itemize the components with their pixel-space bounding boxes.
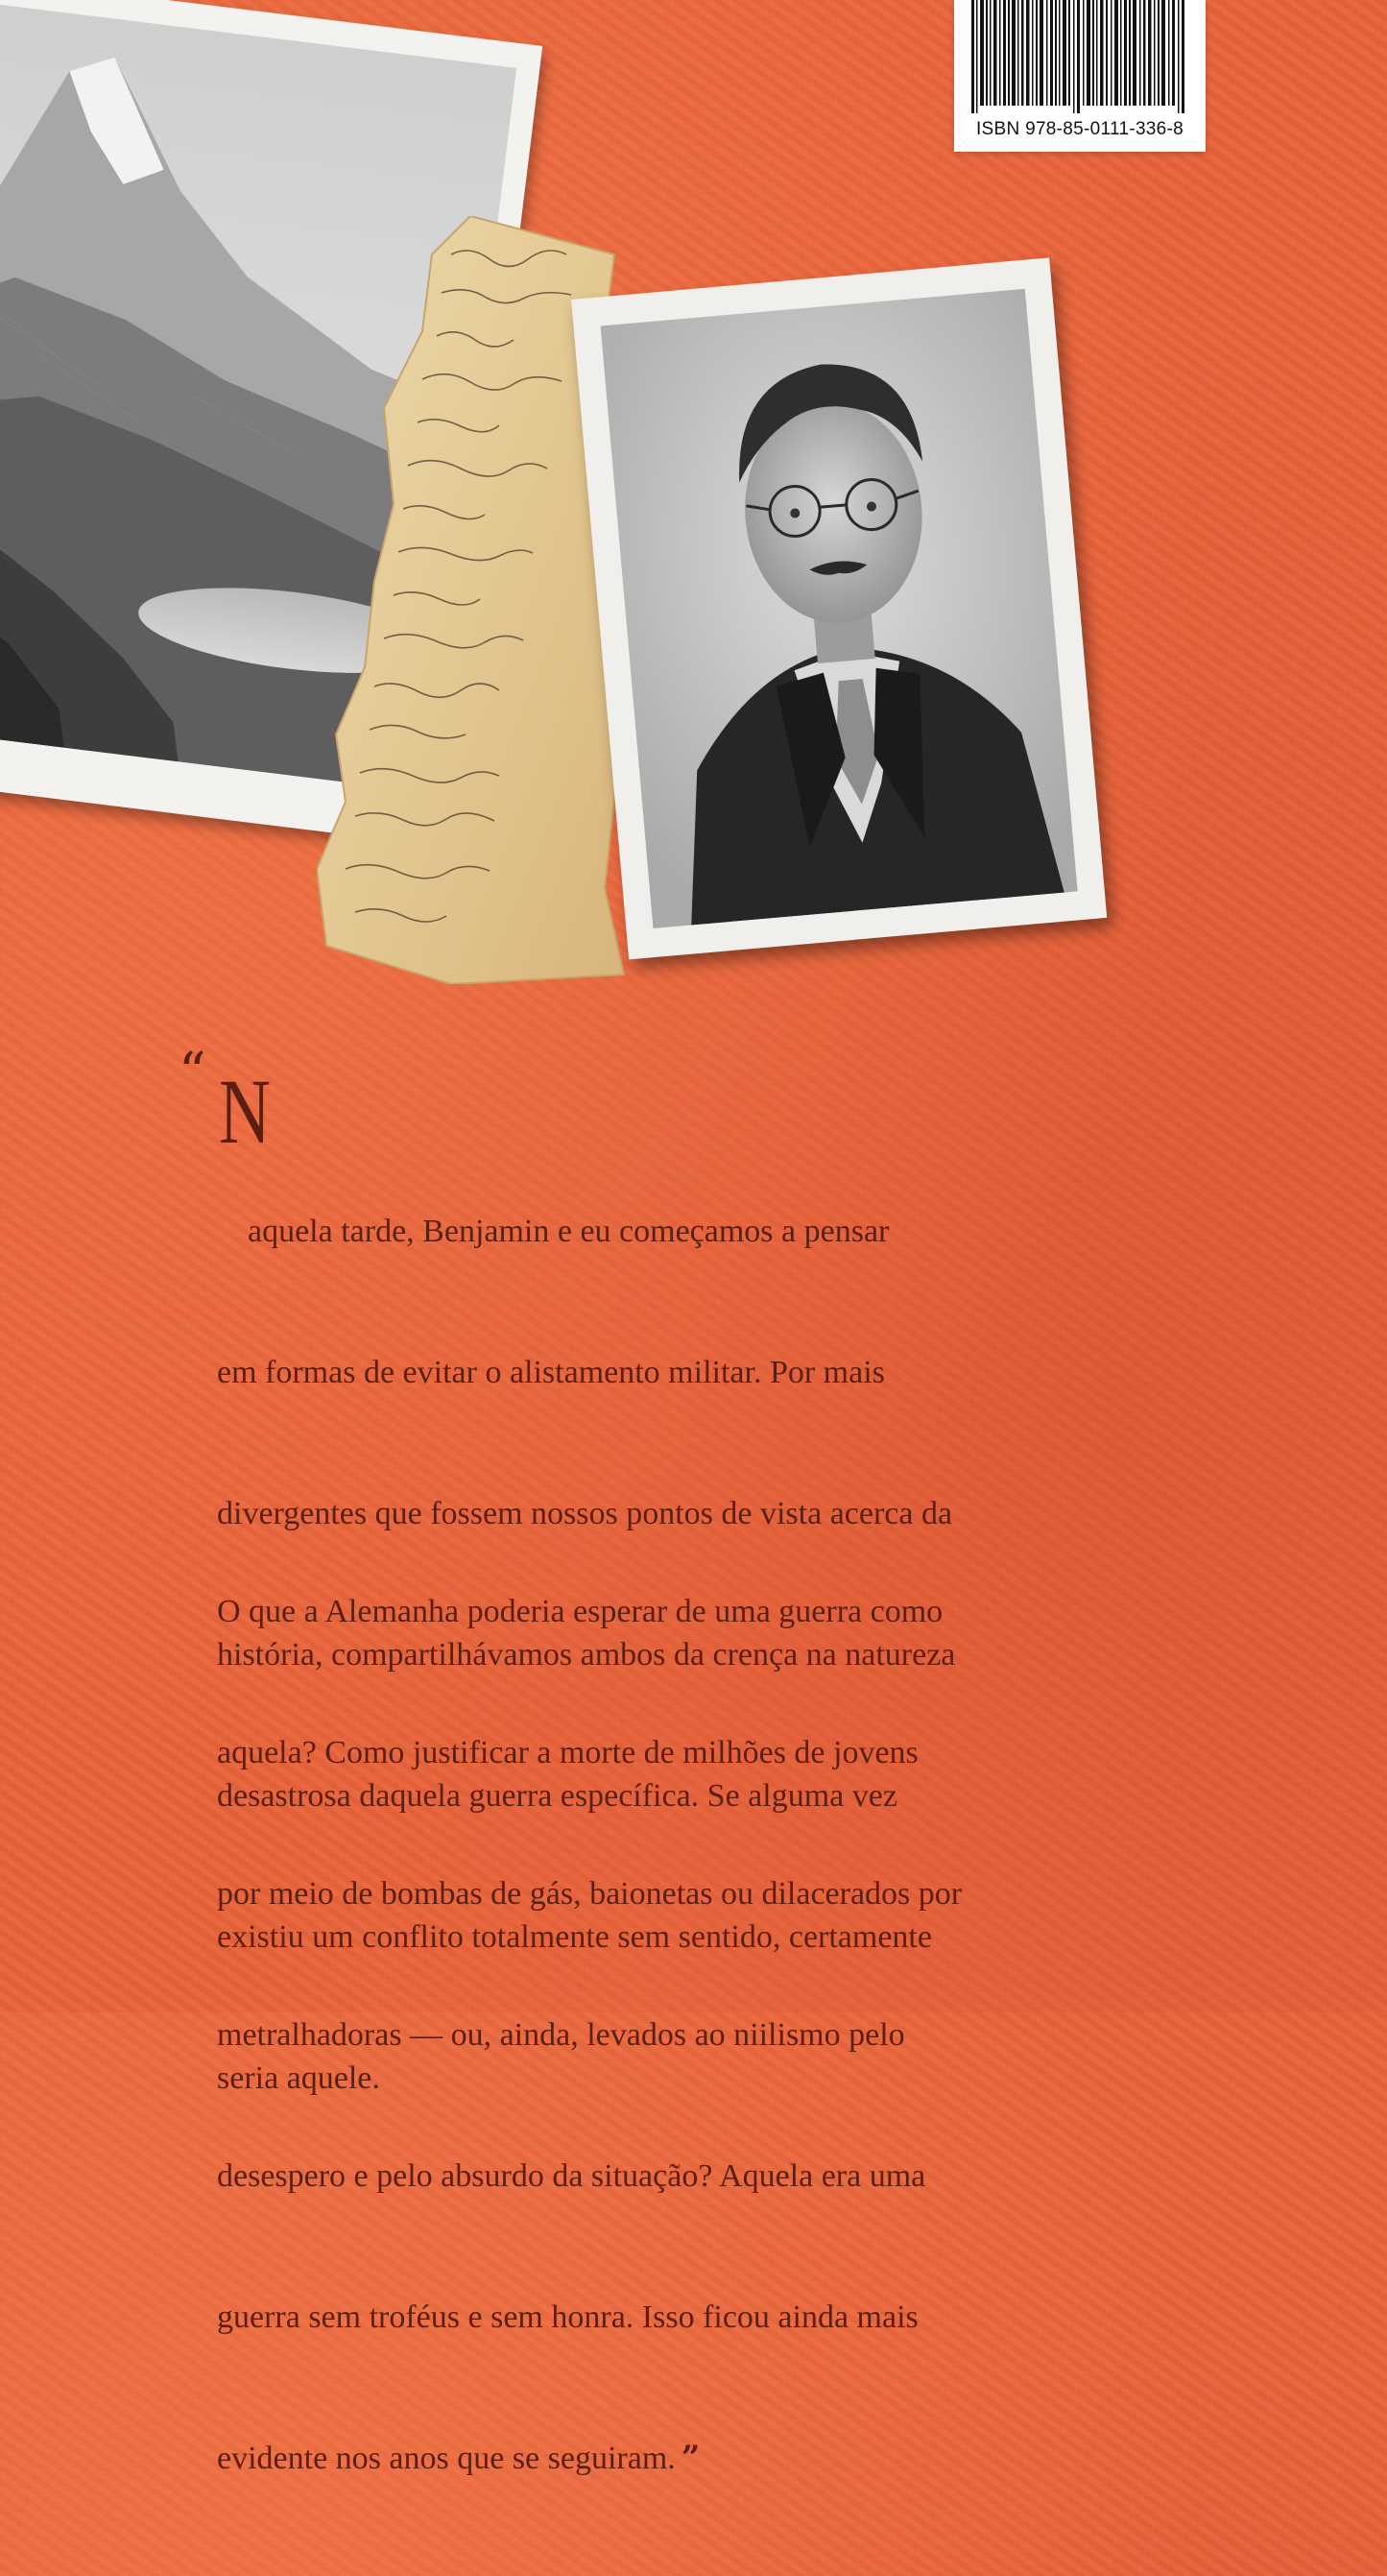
isbn-number: ISBN 978-85-0111-336-8 bbox=[975, 119, 1184, 139]
quote-line: por meio de bombas de gás, baionetas ou dilacerados por bbox=[217, 1876, 963, 1912]
quote-line: aquela tarde, Benjamin e eu começamos a pensar bbox=[248, 1214, 890, 1249]
quote-line: aquela? Como justificar a morte de milhões de jovens bbox=[217, 1735, 919, 1770]
quote-line: seria aquele. bbox=[217, 2060, 380, 2096]
quote-line: metralhadoras — ou, ainda, levados ao niilismo pelo bbox=[217, 2017, 905, 2053]
quote-line: em formas de evitar o alistamento militar. Por mais bbox=[217, 1355, 885, 1390]
portrait-image bbox=[601, 289, 1078, 928]
close-quote-mark: ” bbox=[681, 2439, 701, 2477]
quote-paragraph-2 bbox=[217, 1494, 962, 2576]
quote-line: história, compartilhávamos ambos da crença na natureza bbox=[217, 1637, 956, 1673]
quote-line: guerra sem troféus e sem honra. Isso ficou ainda mais bbox=[217, 2299, 919, 2335]
open-quote-mark: “ bbox=[179, 1042, 206, 1104]
drop-cap: N bbox=[219, 1060, 272, 1163]
quote-line-last bbox=[217, 2435, 962, 2482]
quote-line: desastrosa daquela guerra específica. Se alguma vez bbox=[217, 1778, 897, 1814]
quote-line: desespero e pelo absurdo da situação? Aquela era uma bbox=[217, 2158, 926, 2194]
barcode-bars bbox=[971, 0, 1188, 113]
quote-line: O que a Alemanha poderia esperar de uma guerra como bbox=[217, 1594, 944, 1629]
quote-line: existiu um conflito totalmente sem sentido, certamente bbox=[217, 1919, 932, 1955]
quote-line: evidente nos anos que se seguiram. bbox=[217, 2441, 676, 2476]
portrait-photo bbox=[571, 257, 1107, 959]
quote-line: divergentes que fossem nossos pontos de vista acerca da bbox=[217, 1496, 953, 1531]
barcode bbox=[954, 0, 1206, 152]
